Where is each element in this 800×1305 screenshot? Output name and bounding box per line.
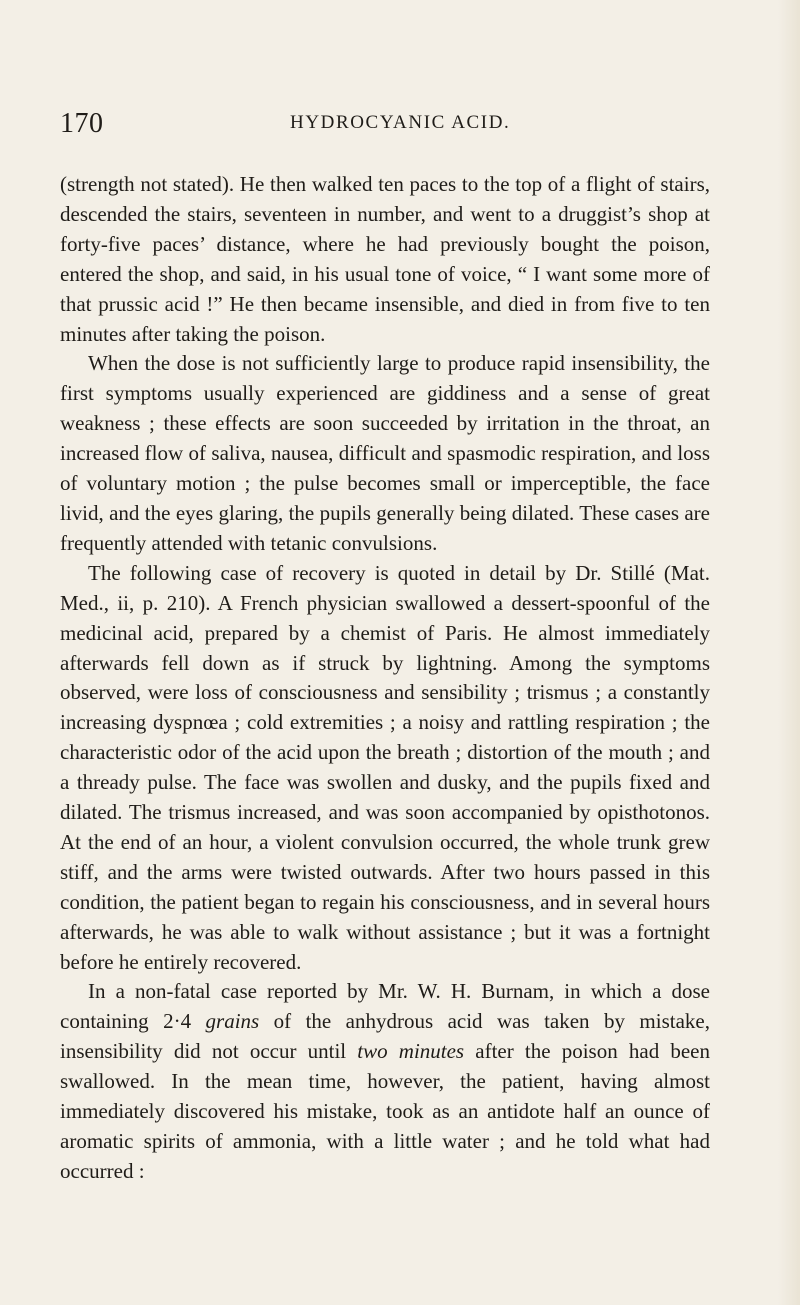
page-edge-shading: [778, 0, 800, 1305]
paragraph-4-part-1: In a non-fatal case reported by Mr. W. H. Burnam, in which a dose containing 2·4: [60, 979, 710, 1034]
page-number: 170: [60, 108, 104, 139]
paragraph-2: When the dose is not sufficiently large to produce rapid insensibility, the first symptoms usually experienced are giddiness and a sense of great weakness ; these effects are soon succeeded by irritation in the throat, an increased flow of saliva, nausea, difficult and spasmodic respiration, and loss of voluntary motion ; the pulse becomes small or imperceptible, the face livid, and the eyes glaring, the pupils generally being dilated. These cases are frequently attended with tetanic convulsions.: [60, 351, 710, 555]
paragraph-3: The following case of recovery is quoted in detail by Dr. Stillé (Mat. Med., ii, p. 210). A French physician swallowed a dessert-spoonful of the medicinal acid, prepared by a chemist of Paris. He almost immediately afterwards fell down as if struck by lightning. Among the symptoms observed, were loss of consciousness and sensibility ; trismus ; a constantly increasing dyspnœa ; cold extremities ; a noisy and rattling respiration ; the characteristic odor of the acid upon the breath ; distortion of the mouth ; and a thready pulse. The face was swollen and dusky, and the pupils fixed and dilated. The trismus increased, and was soon accompanied by opisthotonos. At the end of an hour, a violent convulsion occurred, the whole trunk grew stiff, and the arms were twisted outwards. After two hours passed in this condition, the patient began to regain his consciousness, and in several hours afterwards, he was able to walk without assistance ; but it was a fortnight before he entirely recovered.: [60, 560, 710, 974]
paragraph-4-part-3: of the anhydrous acid was taken by mistake, insensibility did not occur until: [60, 1009, 710, 1064]
paragraph-4-italic-grains: grains: [205, 1009, 260, 1034]
paragraph-1: (strength not stated). He then walked ten paces to the top of a flight of stairs, descended the stairs, seventeen in number, and went to a druggist’s shop at forty-five paces’ distance, where he had previously bought the poison, entered the shop, and said, in his usual tone of voice, “ I want some more of that prussic acid !” He then became insensible, and died in from five to ten minutes after taking the poison.: [60, 172, 710, 346]
paragraph-4-part-5: after the poison had been swallowed. In the mean time, however, the patient, having almost immediately discovered his mistake, took as an antidote half an ounce of aromatic spirits of ammonia, with a little water ; and he told what had occurred :: [60, 1039, 710, 1183]
body-text: [60, 170, 710, 1187]
running-head: [60, 108, 710, 148]
paragraph-4: [60, 977, 710, 1186]
running-title: HYDROCYANIC ACID.: [290, 112, 511, 133]
paragraph-4-italic-two-minutes: two minutes: [357, 1039, 465, 1064]
